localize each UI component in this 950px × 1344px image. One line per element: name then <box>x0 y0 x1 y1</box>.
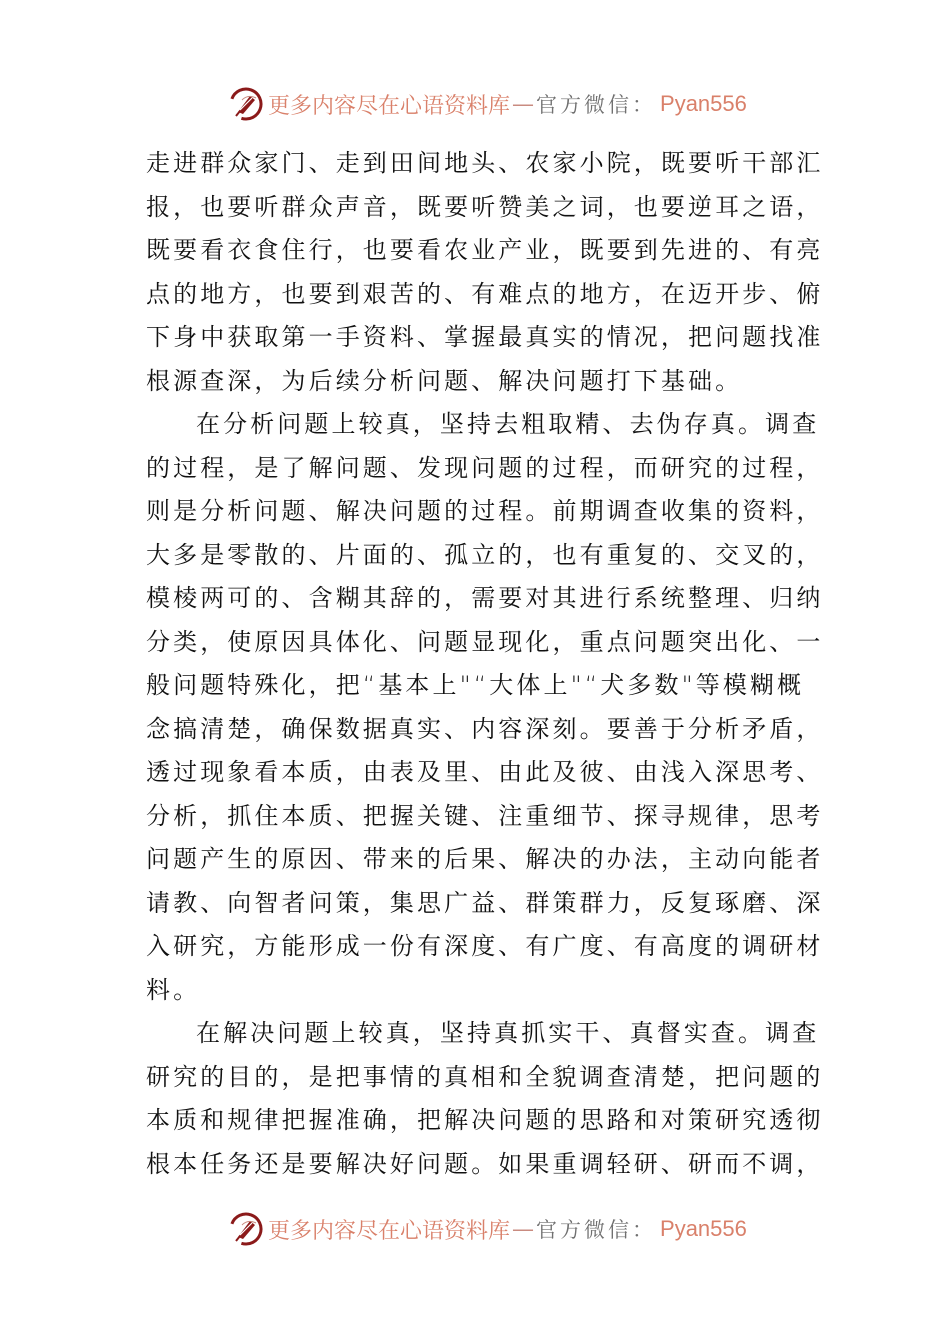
body-line: 根本任务还是要解决好问题。如果重调轻研、研而不调， <box>146 1149 824 1178</box>
paragraph-start-line: 在分析问题上较真，坚持去粗取精、去伪存真。调查 <box>196 410 820 438</box>
paragraph-start-line: 在解决问题上较真，坚持真抓实干、真督实查。调查 <box>196 1019 820 1047</box>
header-watermark-banner <box>228 84 747 124</box>
wechat-id: Pyan556 <box>660 91 747 116</box>
body-line: 分类，使原因具体化、问题显现化，重点问题突出化、一 <box>146 627 824 656</box>
body-line: 请教、向智者问策，集思广益、群策群力，反复琢磨、深 <box>146 888 824 917</box>
body-line: 问题产生的原因、带来的后果、解决的办法，主动向能者 <box>146 845 824 873</box>
wechat-label: 官方微信： <box>536 1218 657 1242</box>
body-line: 大多是零散的、片面的、孤立的，也有重复的、交叉的， <box>146 540 824 569</box>
body-line: 本质和规律把握准确，把解决问题的思路和对策研究透彻 <box>146 1106 824 1134</box>
separator-dash: — <box>512 1216 535 1242</box>
body-line: 分析，抓住本质、把握关键、注重细节、探寻规律，思考 <box>146 801 824 830</box>
body-line: 根源查深，为后续分析问题、解决问题打下基础。 <box>146 366 743 395</box>
site-name-text: 更多内容尽在心语资料库 <box>268 93 511 119</box>
body-line: 既要看衣食住行，也要看农业产业，既要到先进的、有亮 <box>146 236 824 264</box>
body-line: 念搞清楚，确保数据真实、内容深刻。要善于分析矛盾， <box>146 714 824 743</box>
wechat-label: 官方微信： <box>536 93 657 117</box>
body-line: 模棱两可的、含糊其辞的，需要对其进行系统整理、归纳 <box>146 584 824 612</box>
body-line: 透过现象看本质，由表及里、由此及彼、由浅入深思考、 <box>146 758 824 786</box>
document-body <box>146 142 824 1186</box>
body-line: 研究的目的，是把事情的真相和全貌调查清楚，把问题的 <box>146 1062 824 1091</box>
wechat-id: Pyan556 <box>660 1216 747 1241</box>
quill-pen-logo-icon <box>228 1211 264 1247</box>
body-line: 报，也要听群众声音，既要听赞美之词，也要逆耳之语， <box>146 192 824 221</box>
body-line: 下身中获取第一手资料、掌握最真实的情况，把问题找准 <box>146 323 824 351</box>
body-line: 则是分析问题、解决问题的过程。前期调查收集的资料， <box>146 497 824 525</box>
footer-watermark-banner <box>228 1209 747 1249</box>
body-line: 的过程，是了解问题、发现问题的过程，而研究的过程， <box>146 453 824 482</box>
quill-pen-logo-icon <box>228 86 264 122</box>
body-line: 入研究，方能形成一份有深度、有广度、有高度的调研材 <box>146 932 824 960</box>
site-name-text: 更多内容尽在心语资料库 <box>268 1218 511 1244</box>
body-line: 般问题特殊化，把“基本上"“大体上"“犬多数"等模糊概 <box>146 671 805 699</box>
body-line: 点的地方，也要到艰苦的、有难点的地方，在迈开步、俯 <box>146 279 824 308</box>
body-line: 料。 <box>146 975 201 1004</box>
body-line: 走进群众家门、走到田间地头、农家小院，既要听干部汇 <box>146 149 824 177</box>
separator-dash: — <box>512 91 535 117</box>
